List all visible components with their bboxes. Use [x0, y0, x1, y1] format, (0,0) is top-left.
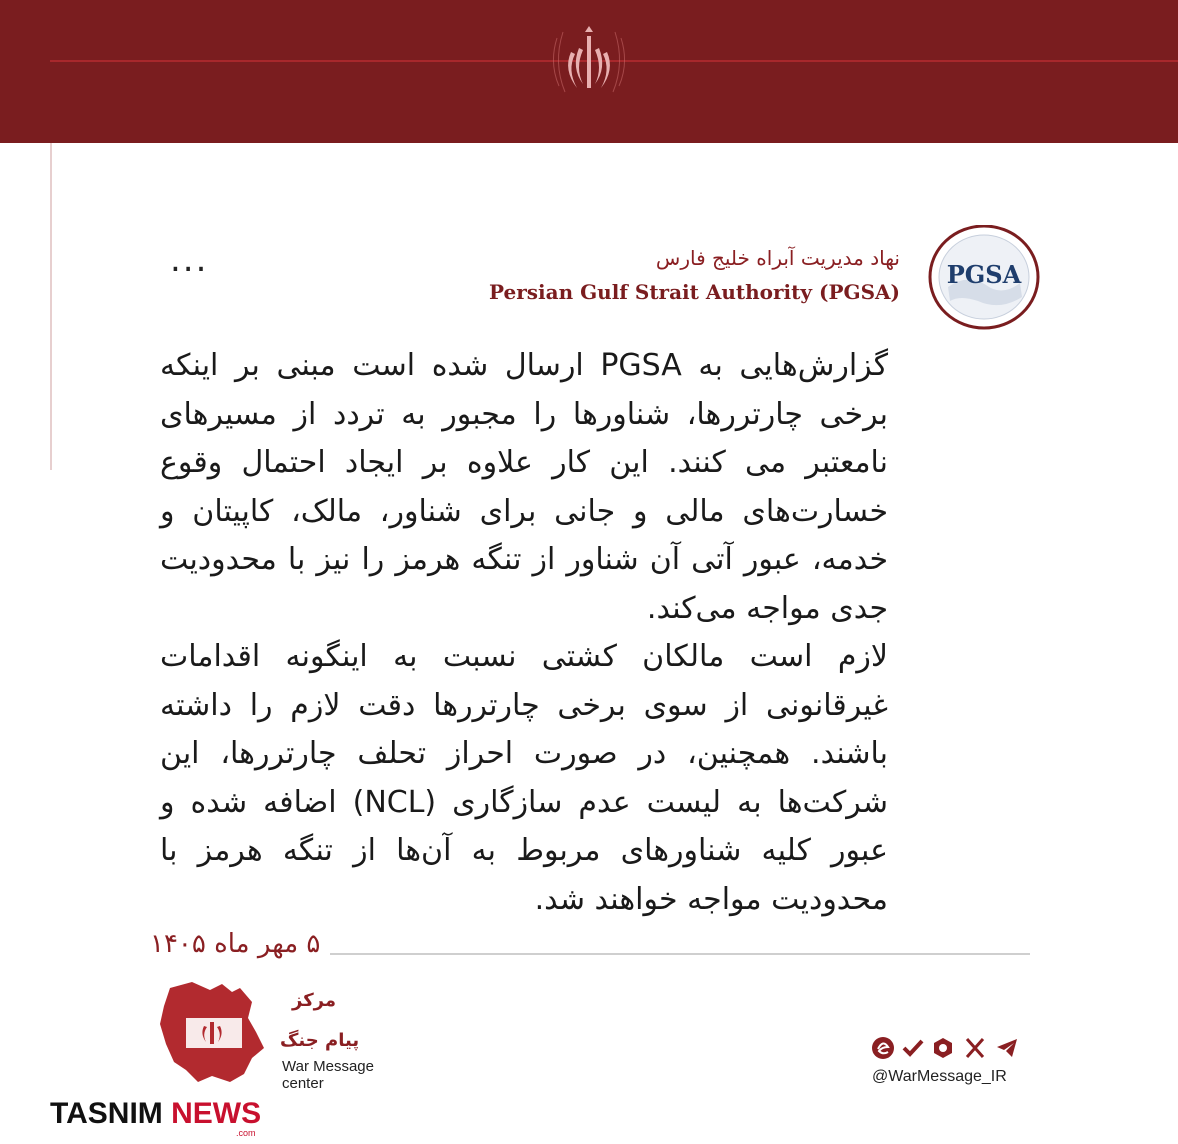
org-name-english: Persian Gulf Strait Authority (PGSA) — [489, 280, 900, 304]
iran-map-icon — [152, 978, 272, 1088]
statement-paragraph-1: گزارش‌هایی به PGSA ارسال شده است مبنی بر اینکه برخی چارتررها، شناورها را مجبور به تردد از مسیرهای نامعتبر می کنند. این کار علاوه بر ایجاد احتمال وقوع خسارت‌های مالی و جانی برای شناور، مالک، کاپیتان و خدمه، عبور آتی آن شناور از تنگه هرمز را نیز با محدودیت جدی مواجه می‌کند. — [160, 348, 888, 626]
check-icon[interactable] — [900, 1035, 926, 1061]
tasnim-domain: .com — [236, 1128, 256, 1138]
date-divider — [330, 953, 1030, 955]
pgsa-logo-icon — [928, 225, 1040, 330]
x-icon[interactable] — [962, 1035, 988, 1061]
left-accent-line — [50, 143, 52, 470]
statement-paragraph-2: لازم است مالکان کشتی نسبت به اینگونه اقدامات غیرقانونی از سوی برخی چارتررها دقت لازم را داشته باشند. همچنین، در صورت احراز تحلف چارتررها، این شرکت‌ها به لیست عدم سازگاری (NCL) اضافه شده و عبور کلیه شناورهای مربوط به آن‌ها از تنگه هرمز با محدودیت مواجه خواهند شد. — [160, 639, 888, 917]
social-icons — [870, 1035, 1030, 1061]
post-header — [170, 225, 1040, 330]
war-message-subtitle: War Message center — [282, 1058, 374, 1092]
post-date: ۵ مهر ماه ۱۴۰۵ — [150, 929, 321, 959]
tasnim-word: TASNIM — [50, 1097, 163, 1130]
iran-emblem-icon — [549, 18, 629, 108]
tasnim-news-logo — [50, 1097, 261, 1131]
org-name-persian: نهاد مدیریت آبراه خلیج فارس — [655, 246, 900, 270]
news-word: NEWS — [171, 1097, 262, 1130]
date-row — [150, 925, 1030, 970]
rubika-icon[interactable] — [930, 1035, 956, 1061]
war-message-title-1: مرکز — [292, 990, 337, 1011]
eitaa-icon[interactable] — [870, 1035, 896, 1061]
more-options-button[interactable]: ... — [170, 240, 209, 280]
svg-text:PGSA: PGSA — [946, 260, 1022, 289]
war-message-title-2: پیام جنگ — [280, 1030, 360, 1051]
statement-body — [160, 342, 888, 924]
social-handle[interactable]: @WarMessage_IR — [872, 1068, 1007, 1085]
telegram-icon[interactable] — [994, 1035, 1020, 1061]
